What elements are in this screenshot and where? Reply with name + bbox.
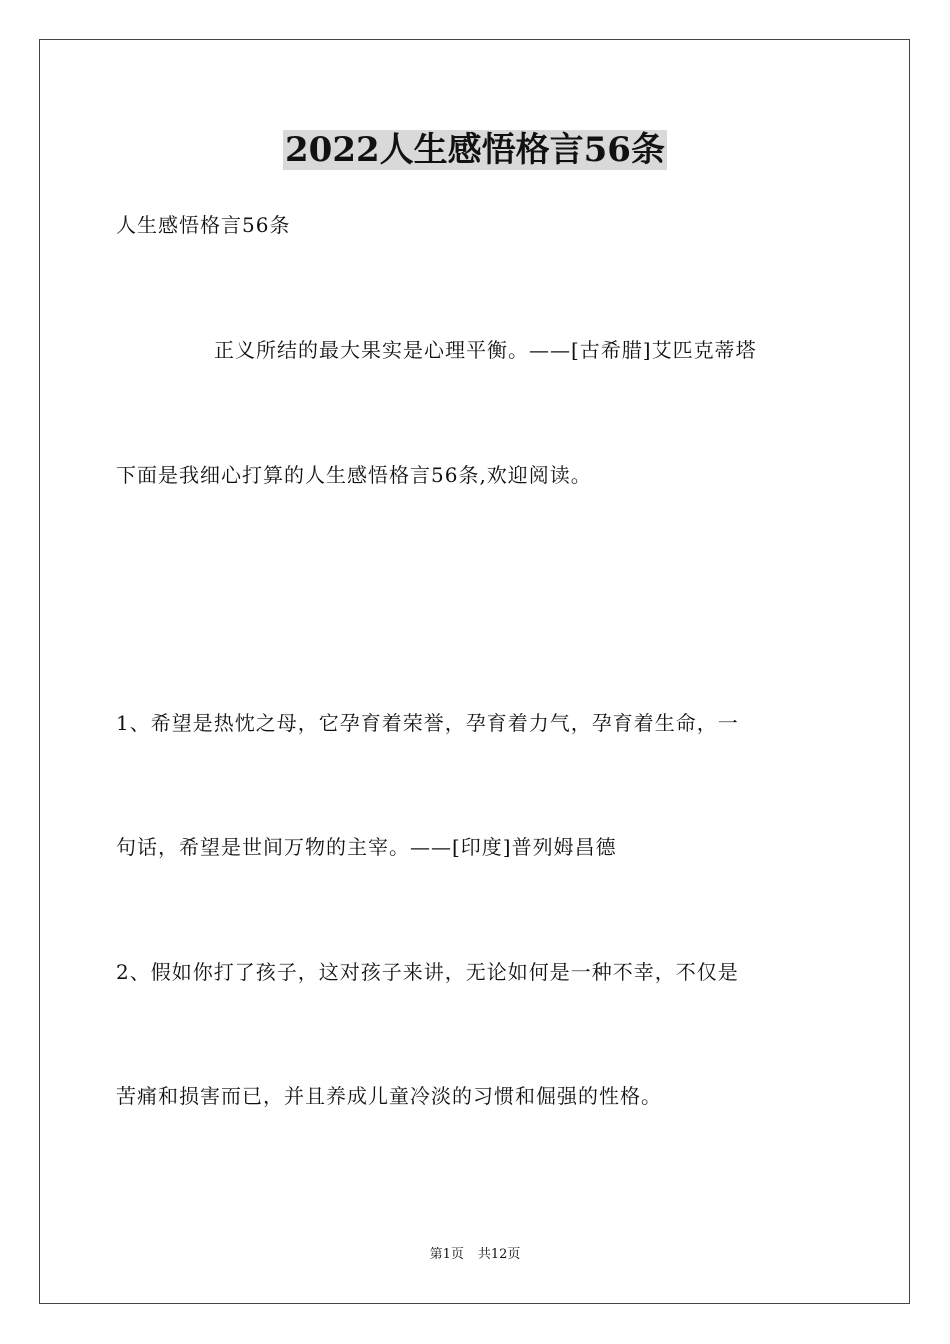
page-number: 第1页 xyxy=(429,1247,464,1262)
paragraph-item-1-line-1: 1、希望是热忱之母，它孕育着荣誉，孕育着力气，孕育着生命，一 xyxy=(116,711,739,735)
paragraph-intro: 下面是我细心打算的人生感悟格言56条,欢迎阅读。 xyxy=(116,463,592,487)
page-total: 共12页 xyxy=(477,1247,521,1262)
page-footer xyxy=(0,1246,950,1264)
paragraph-quote: 正义所结的最大果实是心理平衡。——[古希腊]艾匹克蒂塔 xyxy=(214,338,757,362)
document-title-text: 2022人生感悟格言56条 xyxy=(285,130,665,170)
document-subtitle: 人生感悟格言56条 xyxy=(116,213,291,237)
paragraph-item-2-line-2: 苦痛和损害而已，并且养成儿童冷淡的习惯和倔强的性格。 xyxy=(116,1084,662,1108)
paragraph-item-2-line-1: 2、假如你打了孩子，这对孩子来讲，无论如何是一种不幸，不仅是 xyxy=(116,960,739,984)
document-title xyxy=(0,126,950,174)
paragraph-item-1-line-2: 句话，希望是世间万物的主宰。——[印度]普列姆昌德 xyxy=(116,835,617,859)
